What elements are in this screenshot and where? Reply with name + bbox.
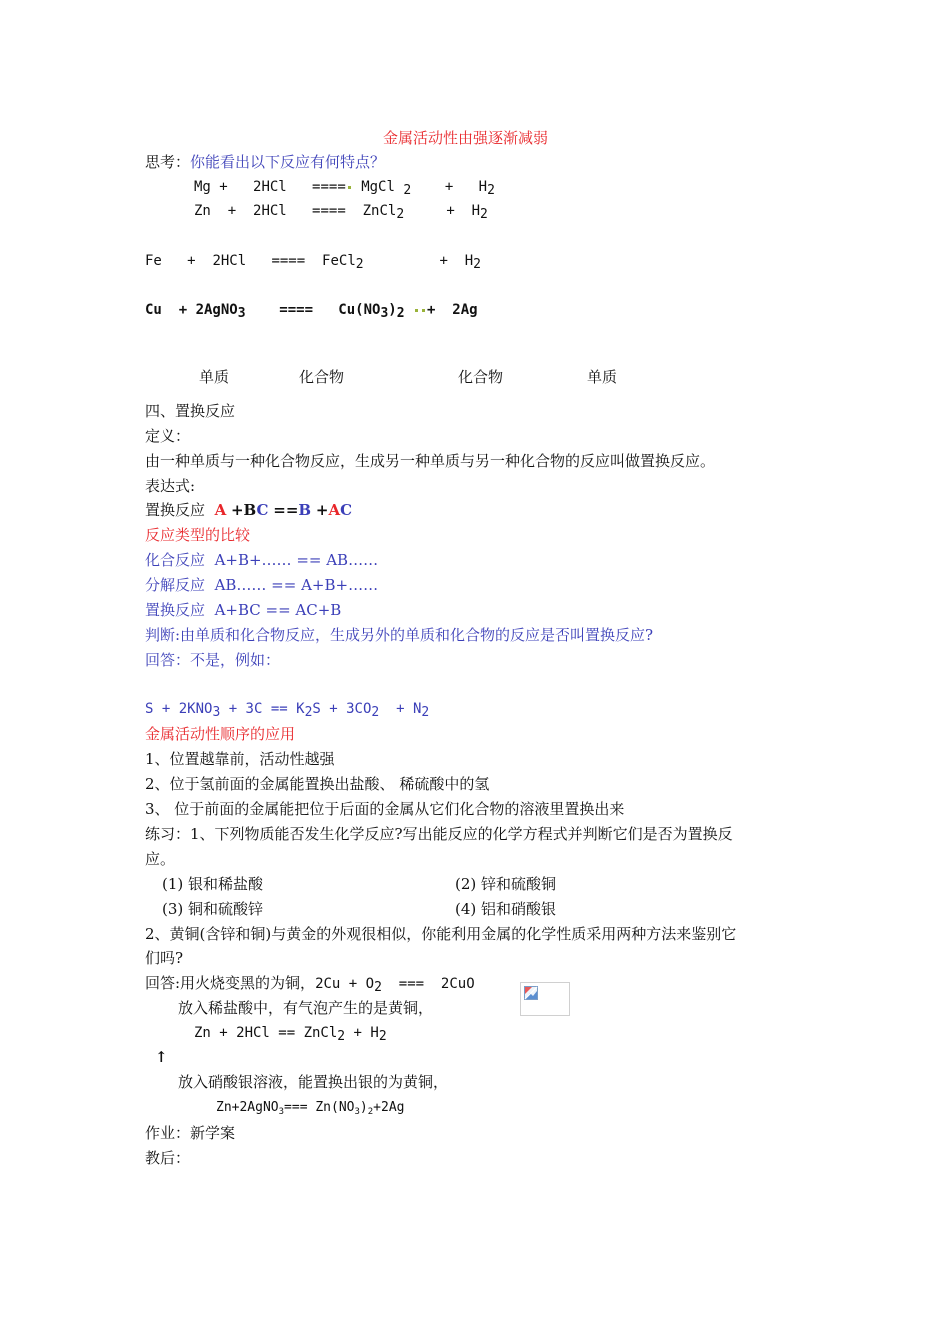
category-compound-1: 化合物 xyxy=(299,368,345,386)
question-2-cont: 们吗? xyxy=(145,949,184,967)
homework: 作业：新学案 xyxy=(145,1124,236,1142)
answer-2: 回答:用火烧变黑的为铜，2Cu + O2 === 2CuO xyxy=(145,974,475,995)
judge-question: 判断:由单质和化合物反应，生成另外的单质和化合物的反应是否叫置换反应? xyxy=(145,626,654,644)
answer-2-hcl-equation: Zn + 2HCl == ZnCl2 + H2 xyxy=(194,1025,387,1044)
broken-image-icon xyxy=(520,982,570,1016)
category-compound-2: 化合物 xyxy=(458,368,504,386)
compare-row: 分解反应 AB…… == A+B+…… xyxy=(145,576,379,594)
think-question: 你能看出以下反应有何特点？ xyxy=(190,153,386,171)
application-heading: 金属活动性顺序的应用 xyxy=(145,725,296,743)
exercise-item: (2) 锌和硫酸铜 xyxy=(455,875,557,893)
application-item: 2、位于氢前面的金属能置换出盐酸、 稀硫酸中的氢 xyxy=(145,775,490,793)
answer-2-agno3-equation: Zn+2AgNO$_3$=== $Zn(NO_3)_2+2Ag$ xyxy=(216,1100,405,1117)
answer-2-agno3: 放入硝酸银溶液，能置换出银的为黄铜， xyxy=(178,1073,449,1091)
exercise-item: (1) 银和稀盐酸 xyxy=(162,875,264,893)
exercise-line: 应。 xyxy=(145,850,176,868)
compare-row: 置换反应 A+BC == AC+B xyxy=(145,601,342,619)
compare-heading: 反应类型的比较 xyxy=(145,526,251,544)
compare-row: 化合反应 A+B+…… == AB…… xyxy=(145,551,379,569)
think-prompt xyxy=(145,152,385,172)
question-2: 2、黄铜(含锌和铜)与黄金的外观很相似，你能利用金属的化学性质采用两种方法来鉴别它 xyxy=(145,925,737,943)
section-heading: 四、置换反应 xyxy=(145,402,236,420)
example-equation: S + 2KNO3 + 3C == K2S + 3CO2 + N2 xyxy=(145,701,430,720)
application-item: 3、 位于前面的金属能把位于后面的金属从它们化合物的溶液里置换出来 xyxy=(145,800,625,818)
judge-answer: 回答：不是，例如： xyxy=(145,651,281,669)
definition-text: 由一种单质与一种化合物反应，生成另一种单质与另一种化合物的反应叫做置换反应。 xyxy=(145,452,716,470)
application-item: 1、位置越靠前，活动性越强 xyxy=(145,750,335,768)
exercise-line: 练习：1、下列物质能否发生化学反应?写出能反应的化学方程式并判断它们是否为置换反 xyxy=(145,825,733,843)
category-element-1: 单质 xyxy=(199,368,230,386)
answer-2-hcl: 放入稀盐酸中，有气泡产生的是黄铜， xyxy=(178,999,434,1017)
equation-mg: Mg + 2HCl ==== MgCl 2 + H2 xyxy=(194,179,495,198)
after-class: 教后： xyxy=(145,1149,191,1167)
exercise-item: (4) 铝和硝酸银 xyxy=(455,900,557,918)
think-label: 思考： xyxy=(145,153,191,171)
definition-label: 定义： xyxy=(145,427,191,445)
category-element-2: 单质 xyxy=(587,368,618,386)
expression-label: 表达式: xyxy=(145,477,196,495)
equation-zn: Zn + 2HCl ==== ZnCl2 + H2 xyxy=(194,203,488,222)
arrow-up-icon: ↑ xyxy=(155,1048,168,1066)
equation-fe: Fe + 2HCl ==== FeCl2 + H2 xyxy=(145,253,481,272)
expression-line: 置换反应 A +BC ==B +AC xyxy=(145,501,353,519)
page-title: 金属活动性由强逐渐减弱 xyxy=(383,129,549,147)
exercise-item: (3) 铜和硫酸锌 xyxy=(162,900,264,918)
equation-cu: Cu + 2AgNO3 ==== Cu(NO3)2 + 2Ag xyxy=(145,302,478,321)
